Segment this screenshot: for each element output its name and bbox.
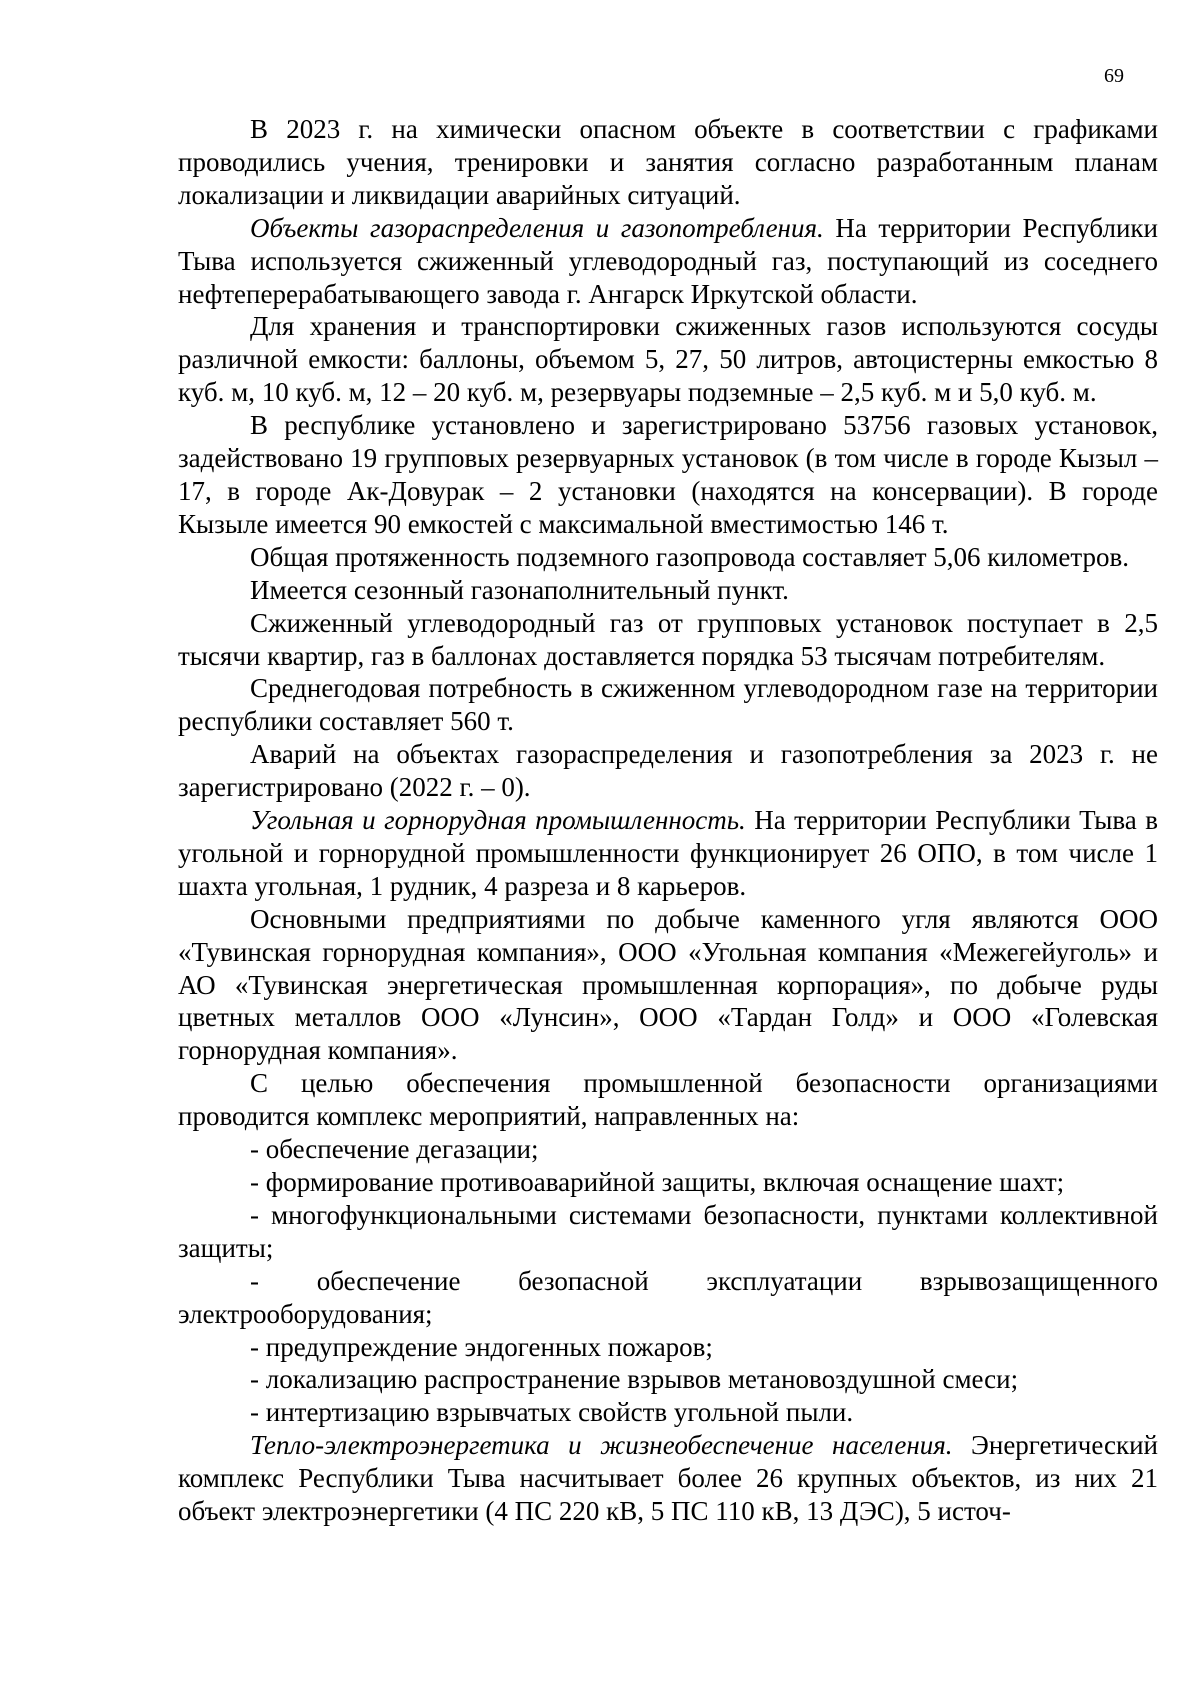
document-body: [178, 113, 1158, 1528]
list-item: [178, 1396, 1158, 1429]
paragraph-text: На территории Республики Тыва в угольной и горнорудной промышленности функционирует 26 ОПО, в том числе 1 шахта угольная, 1 рудник, 4 разреза и 8 карьеров.: [178, 805, 1158, 901]
paragraph-text: Энергетический комплекс Республики Тыва насчитывает более 26 крупных объектов, из них 21 объект электроэнергетики (4 ПС 220 кВ, 5 ПС 110 кВ, 13 ДЭС), 5 источ-: [178, 1430, 1158, 1527]
paragraph-text: Основными предприятиями по добыче каменного угля являются ООО «Тувинская горнорудная компания», ООО «Угольная компания «Межегейуголь» и АО «Тувинская энергетическая промышленная корпорация», по добыче руды цветных металлов ООО «Лунсин», ООО «Тардан Голд» и ООО «Голевская горнорудная компания».: [178, 903, 1158, 1066]
list-item: [178, 1265, 1158, 1331]
paragraph: [178, 1429, 1158, 1528]
list-item-text: - интертизацию взрывчатых свойств угольной пыли.: [250, 1397, 854, 1428]
paragraph-text: Аварий на объектах газораспределения и газопотребления за 2023 г. не зарегистрировано (2022 г. – 0).: [178, 739, 1158, 803]
paragraph: [178, 541, 1158, 574]
paragraph: [178, 574, 1158, 607]
paragraph: [178, 1067, 1158, 1133]
paragraph: [178, 903, 1158, 1068]
section-heading-italic: Угольная и горнорудная промышленность.: [250, 805, 746, 836]
paragraph-text: Среднегодовая потребность в сжиженном углеводородном газе на территории республики составляет 560 т.: [178, 673, 1158, 737]
list-item: [178, 1133, 1158, 1166]
paragraph-text: Общая протяженность подземного газопровода составляет 5,06 километров.: [250, 541, 1129, 572]
list-item-text: - обеспечение безопасной эксплуатации взрывозащищенного электрооборудования;: [178, 1265, 1158, 1329]
paragraph: [178, 804, 1158, 903]
paragraph: [178, 672, 1158, 738]
paragraph: [178, 212, 1158, 311]
paragraph: [178, 607, 1158, 673]
list-item-text: - формирование противоаварийной защиты, включая оснащение шахт;: [250, 1167, 1065, 1197]
paragraph: [178, 409, 1158, 541]
paragraph-text: На территории Республики Тыва используется сжиженный углеводородный газ, поступающий из соседнего нефтеперерабатывающего завода г. Ангарск Иркутской области.: [178, 212, 1158, 309]
list-item: [178, 1199, 1158, 1265]
list-item: [178, 1166, 1158, 1199]
list-item: [178, 1363, 1158, 1396]
list-item-text: - предупреждение эндогенных пожаров;: [250, 1331, 713, 1362]
paragraph-text: Имеется сезонный газонаполнительный пункт.: [250, 574, 789, 605]
paragraph-text: Для хранения и транспортировки сжиженных газов используются сосуды различной емкости: баллоны, объемом 5, 27, 50 литров, автоцистерны емкостью 8 куб. м, 10 куб. м, 12 – 20 куб. м, резервуары подземные – 2,5 куб. м и 5,0 куб. м.: [178, 311, 1158, 408]
page-number: 69: [1104, 65, 1124, 87]
paragraph-text: Сжиженный углеводородный газ от групповых установок поступает в 2,5 тысячи квартир, газ в баллонах доставляется порядка 53 тысячам потребителям.: [178, 607, 1158, 671]
list-item: [178, 1331, 1158, 1364]
paragraph-text: С целью обеспечения промышленной безопасности организациями проводится комплекс мероприятий, направленных на:: [178, 1068, 1158, 1132]
paragraph: [178, 738, 1158, 804]
paragraph-text: В 2023 г. на химически опасном объекте в соответствии с графиками проводились учения, тренировки и занятия согласно разработанным планам локализации и ликвидации аварийных ситуаций.: [178, 114, 1158, 210]
section-heading-italic: Объекты газораспределения и газопотребления.: [250, 212, 824, 243]
section-heading-italic: Тепло-электроэнергетика и жизнеобеспечение населения.: [250, 1430, 953, 1461]
paragraph-text: В республике установлено и зарегистрировано 53756 газовых установок, задействовано 19 групповых резервуарных установок (в том числе в городе Кызыл – 17, в городе Ак-Довурак – 2 установки (находятся на консервации). В городе Кызыле имеется 90 емкостей с максимальной вместимостью 146 т.: [178, 410, 1158, 539]
paragraph: [178, 113, 1158, 212]
list-item-text: - многофункциональными системами безопасности, пунктами коллективной защиты;: [178, 1199, 1158, 1263]
paragraph: [178, 310, 1158, 409]
list-item-text: - обеспечение дегазации;: [250, 1134, 539, 1165]
list-item-text: - локализацию распространение взрывов метановоздушной смеси;: [250, 1364, 1019, 1395]
